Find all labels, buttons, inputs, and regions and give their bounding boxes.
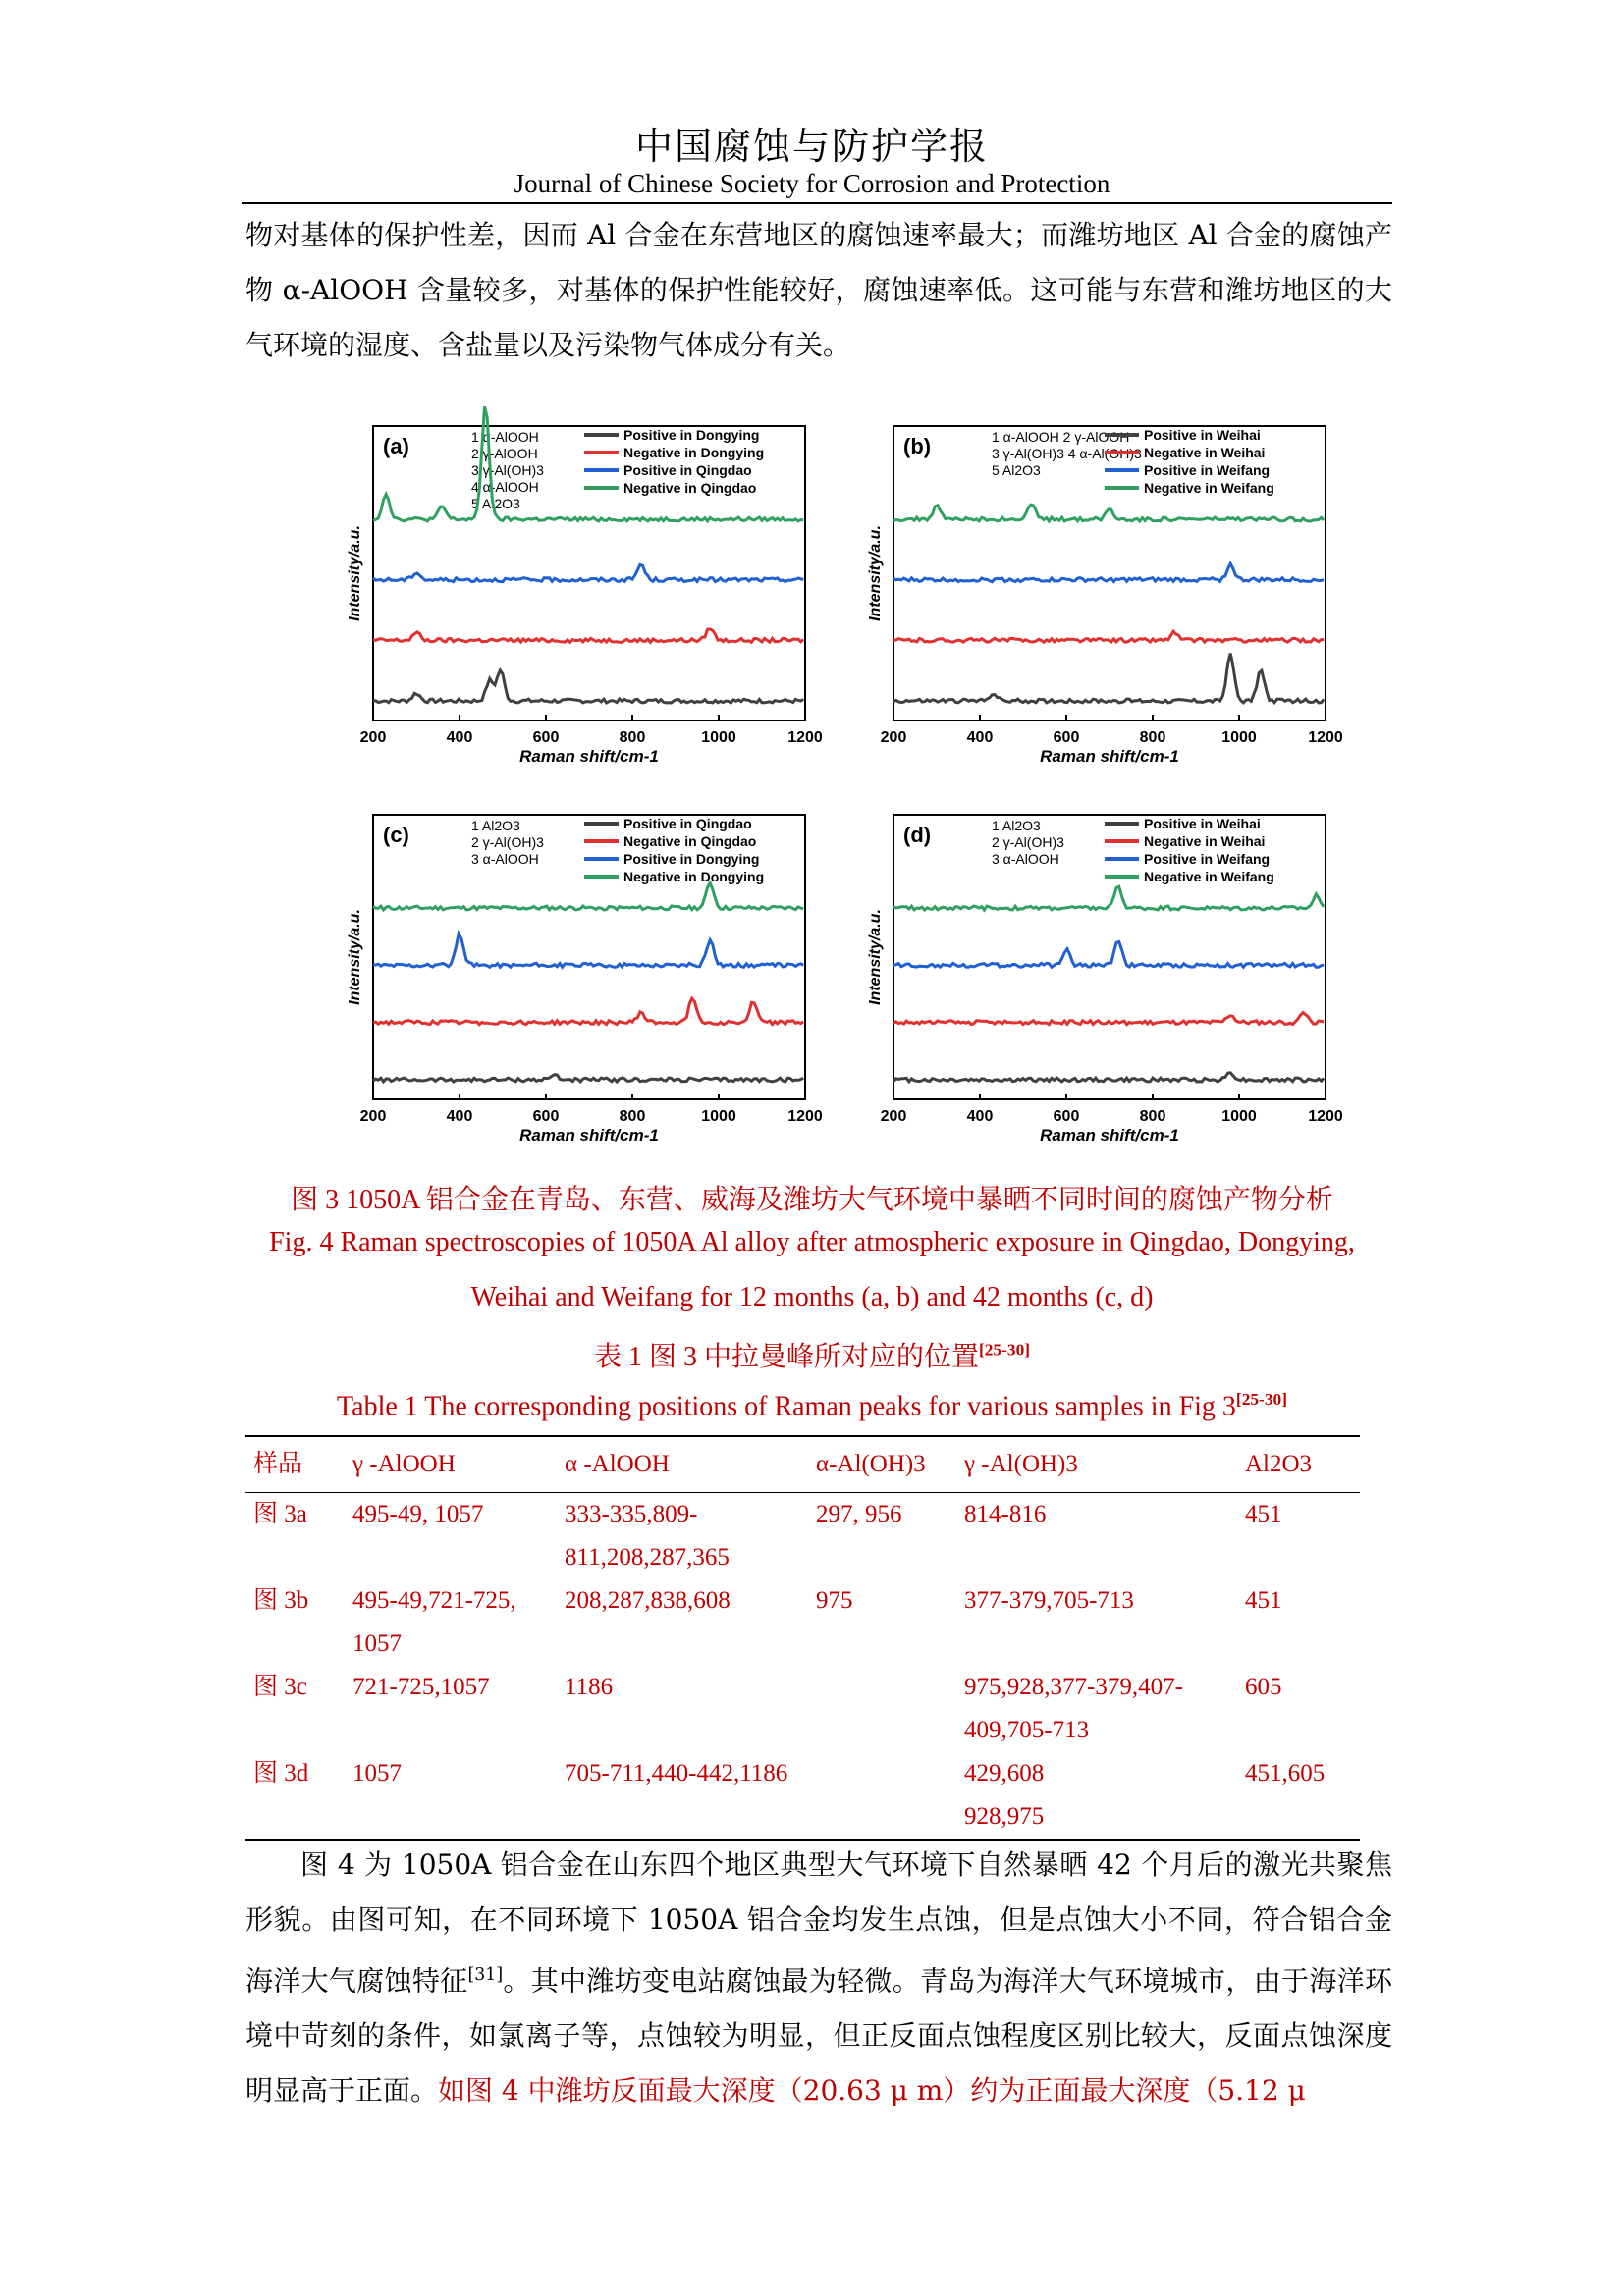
table-cell: 429,608 928,975 [964, 1760, 1045, 1830]
x-tick-label: 400 [966, 729, 994, 746]
panel-label: (d) [903, 823, 932, 847]
col-header: α -AlOOH [565, 1451, 670, 1477]
panel-label: (a) [383, 434, 409, 458]
series-line [893, 654, 1324, 703]
x-tick-label: 200 [880, 1108, 907, 1125]
table-row [245, 1666, 1360, 1752]
table-cell: 975 [816, 1587, 853, 1614]
table-cell: 208,287,838,608 [565, 1587, 731, 1614]
table-cell: 451,605 [1245, 1760, 1326, 1787]
chart-a [324, 414, 823, 768]
col-header: Al2O3 [1245, 1451, 1313, 1477]
y-axis-label: Intensity/a.u. [867, 525, 884, 621]
table-cell: 495-49, 1057 [352, 1501, 484, 1527]
figure-caption-cn: 图 3 1050A 铝合金在青岛、东营、威海及潍坊大气环境中暴晒不同时间的腐蚀产物分析 [291, 1185, 1333, 1215]
table-cell [808, 1752, 956, 1840]
table-cell: 图 3d [253, 1760, 309, 1787]
peak-legend-entry: 3 γ-Al(OH)3 [471, 462, 544, 478]
header-rule [242, 202, 1392, 204]
series-line [893, 886, 1324, 910]
series-line [373, 564, 803, 581]
col-header: γ -Al(OH)3 [964, 1451, 1078, 1477]
x-tick-label: 800 [619, 1108, 646, 1125]
table-row [245, 1752, 1360, 1840]
table-cell: 975,928,377-379,407- 409,705-713 [964, 1674, 1183, 1743]
journal-title-cn: 中国腐蚀与防护学报 [634, 125, 989, 168]
col-header: 样品 [253, 1451, 303, 1477]
x-axis-label: Raman shift/cm-1 [519, 1126, 659, 1145]
legend-entry: Positive in Weihai [1144, 816, 1261, 831]
y-axis-label: Intensity/a.u. [347, 525, 363, 621]
x-tick-label: 1000 [1221, 729, 1257, 746]
x-tick-label: 1000 [701, 1108, 736, 1125]
chart-panel-b [844, 414, 1343, 768]
body-paragraph [245, 1838, 1392, 2118]
x-tick-label: 400 [966, 1108, 994, 1125]
body-text-a: 图 4 为 1050A 铝合金在山东四个地区典型大气环境下自然暴晒 42 个月后的激光共聚焦形貌。由图可知，在不同环境下 1050A 铝合金均发生点蚀，但是点蚀大小不同，符合铝合金海洋大气腐蚀特征 [245, 1848, 1392, 1998]
x-tick-label: 800 [619, 729, 646, 746]
peak-legend-entry: 4 α-AlOOH [471, 479, 539, 495]
peak-legend-entry: 3 α-AlOOH [992, 851, 1059, 867]
chart-panel-c [324, 803, 823, 1147]
x-tick-label: 1200 [1308, 1108, 1343, 1125]
table-cell: 图 3a [253, 1501, 307, 1527]
legend-entry: Negative in Dongying [623, 445, 765, 460]
y-axis-label: Intensity/a.u. [867, 909, 884, 1005]
chart-c [324, 803, 823, 1147]
x-tick-label: 1200 [787, 729, 823, 746]
legend-entry: Negative in Weihai [1144, 833, 1266, 849]
col-header: γ -AlOOH [352, 1451, 456, 1477]
series-line [893, 505, 1324, 521]
legend-entry: Negative in Qingdao [623, 833, 757, 849]
series-line [893, 942, 1324, 968]
peak-legend-entry: 1 Al2O3 [471, 818, 520, 833]
x-tick-label: 600 [532, 729, 560, 746]
legend-entry: Negative in Weifang [1144, 480, 1274, 496]
table-title-en-text: Table 1 The corresponding positions of Raman peaks for various samples in Fig 3 [337, 1391, 1236, 1422]
table-title-en [0, 1390, 1624, 1422]
table-header-row [245, 1436, 1360, 1493]
peak-legend-entry: 3 α-AlOOH [471, 851, 539, 867]
peak-legend-entry: 1 α-AlOOH 2 γ-AlOOH [992, 429, 1130, 445]
peak-legend-entry: 5 Al2O3 [992, 462, 1041, 478]
table-row [245, 1493, 1360, 1580]
body-text-b: 。其中潍坊变电站腐蚀最为轻微。青岛为海洋大气环境城市，由于海洋环境中苛刻的条件，如氯离子等，点蚀较为明显，但正反面点蚀程度区别比较大，反面点蚀深度明显高于正面。 [245, 1964, 1392, 2108]
table-cell: 605 [1245, 1674, 1282, 1700]
series-line [373, 883, 803, 910]
x-tick-label: 800 [1139, 1108, 1166, 1125]
table-cell: 814-816 [964, 1501, 1047, 1527]
legend-entry: Negative in Dongying [623, 869, 765, 884]
chart-b [844, 414, 1343, 768]
body-text-red: 如图 4 中潍坊反面最大深度（20.63 μ m）约为正面最大深度（5.12 μ [438, 2074, 1306, 2108]
peak-legend-entry: 2 γ-AlOOH [471, 446, 538, 461]
chart-d [844, 803, 1343, 1147]
peak-legend-entry: 2 γ-Al(OH)3 [471, 834, 544, 850]
peak-legend-entry: 1 α-AlOOH [471, 429, 539, 445]
series-line [893, 631, 1324, 642]
figure-caption-en-2: Weihai and Weifang for 12 months (a, b) and 42 months (c, d) [470, 1282, 1154, 1312]
table-cell: 图 3c [253, 1674, 307, 1700]
chart-panel-a [324, 414, 823, 768]
chart-panel-d [844, 803, 1343, 1147]
series-line [373, 998, 803, 1024]
table-title-cn-ref: [25-30] [978, 1340, 1031, 1360]
series-line [373, 1075, 803, 1082]
series-line [893, 1073, 1324, 1082]
legend-entry: Positive in Weifang [1144, 851, 1271, 867]
panel-label: (c) [383, 823, 409, 847]
table-cell: 705-711,440-442,1186 [565, 1760, 788, 1787]
legend-entry: Positive in Qingdao [623, 816, 752, 831]
x-tick-label: 600 [1053, 1108, 1080, 1125]
series-line [373, 629, 803, 642]
x-tick-label: 200 [880, 729, 907, 746]
table-cell: 451 [1245, 1587, 1282, 1614]
x-tick-label: 400 [446, 1108, 473, 1125]
x-axis-label: Raman shift/cm-1 [519, 747, 659, 766]
journal-title-en: Journal of Chinese Society for Corrosion and Protection [514, 169, 1110, 198]
table-title-cn-text: 表 1 图 3 中拉曼峰所对应的位置 [593, 1342, 979, 1372]
series-line [893, 563, 1324, 582]
table-cell: 333-335,809- 811,208,287,365 [565, 1501, 730, 1571]
table-cell: 图 3b [253, 1587, 309, 1614]
x-tick-label: 1200 [787, 1108, 823, 1125]
legend-entry: Negative in Weihai [1144, 445, 1266, 460]
legend-entry: Positive in Weihai [1144, 427, 1261, 443]
table-cell [808, 1666, 956, 1752]
legend-entry: Positive in Dongying [623, 851, 760, 867]
peak-legend-entry: 2 γ-Al(OH)3 [992, 834, 1064, 850]
x-tick-label: 200 [359, 1108, 387, 1125]
series-line [893, 1013, 1324, 1025]
table-cell: 721-725,1057 [352, 1674, 490, 1700]
x-tick-label: 600 [532, 1108, 560, 1125]
intro-paragraph: 物对基体的保护性差，因而 Al 合金在东营地区的腐蚀速率最大；而潍坊地区 Al 合金的腐蚀产物 α-AlOOH 含量较多，对基体的保护性能较好，腐蚀速率低。这可能与东营和潍坊地区的大气环境的湿度、含盐量以及污染物气体成分有关。 [245, 219, 1392, 361]
x-tick-label: 1000 [701, 729, 736, 746]
body-ref: [31] [467, 1965, 504, 1985]
table-cell: 495-49,721-725, 1057 [352, 1587, 516, 1657]
peak-legend-entry: 1 Al2O3 [992, 818, 1041, 833]
y-axis-label: Intensity/a.u. [347, 909, 363, 1005]
table-title-cn [0, 1335, 1624, 1374]
x-tick-label: 1000 [1221, 1108, 1257, 1125]
legend-entry: Positive in Dongying [623, 427, 760, 443]
table-row [245, 1579, 1360, 1666]
x-tick-label: 1200 [1308, 729, 1343, 746]
figure-caption-en-1: Fig. 4 Raman spectroscopies of 1050A Al alloy after atmospheric exposure in Qingdao, Dongying, [269, 1227, 1355, 1257]
legend-entry: Positive in Qingdao [623, 462, 752, 478]
peak-legend-entry: 3 γ-Al(OH)3 4 α-Al(OH)3 [992, 446, 1142, 461]
x-tick-label: 400 [446, 729, 473, 746]
table-cell: 1186 [565, 1674, 614, 1700]
x-tick-label: 200 [359, 729, 387, 746]
col-header: α-Al(OH)3 [816, 1451, 926, 1477]
legend-entry: Negative in Weifang [1144, 869, 1274, 884]
table-cell: 1057 [352, 1760, 402, 1787]
series-line [373, 934, 803, 967]
raman-peaks-table [245, 1435, 1360, 1841]
table-cell: 451 [1245, 1501, 1282, 1527]
x-axis-label: Raman shift/cm-1 [1040, 1126, 1179, 1145]
table-cell: 377-379,705-713 [964, 1587, 1134, 1614]
x-tick-label: 800 [1139, 729, 1166, 746]
legend-entry: Positive in Weifang [1144, 462, 1271, 478]
panel-label: (b) [903, 434, 932, 458]
peak-legend-entry: 5 Al2O3 [471, 496, 520, 511]
series-line [373, 670, 803, 703]
legend-entry: Negative in Qingdao [623, 480, 757, 496]
table-title-en-ref: [25-30] [1235, 1390, 1287, 1409]
x-axis-label: Raman shift/cm-1 [1040, 747, 1179, 766]
x-tick-label: 600 [1053, 729, 1080, 746]
table-cell: 297, 956 [816, 1501, 902, 1527]
